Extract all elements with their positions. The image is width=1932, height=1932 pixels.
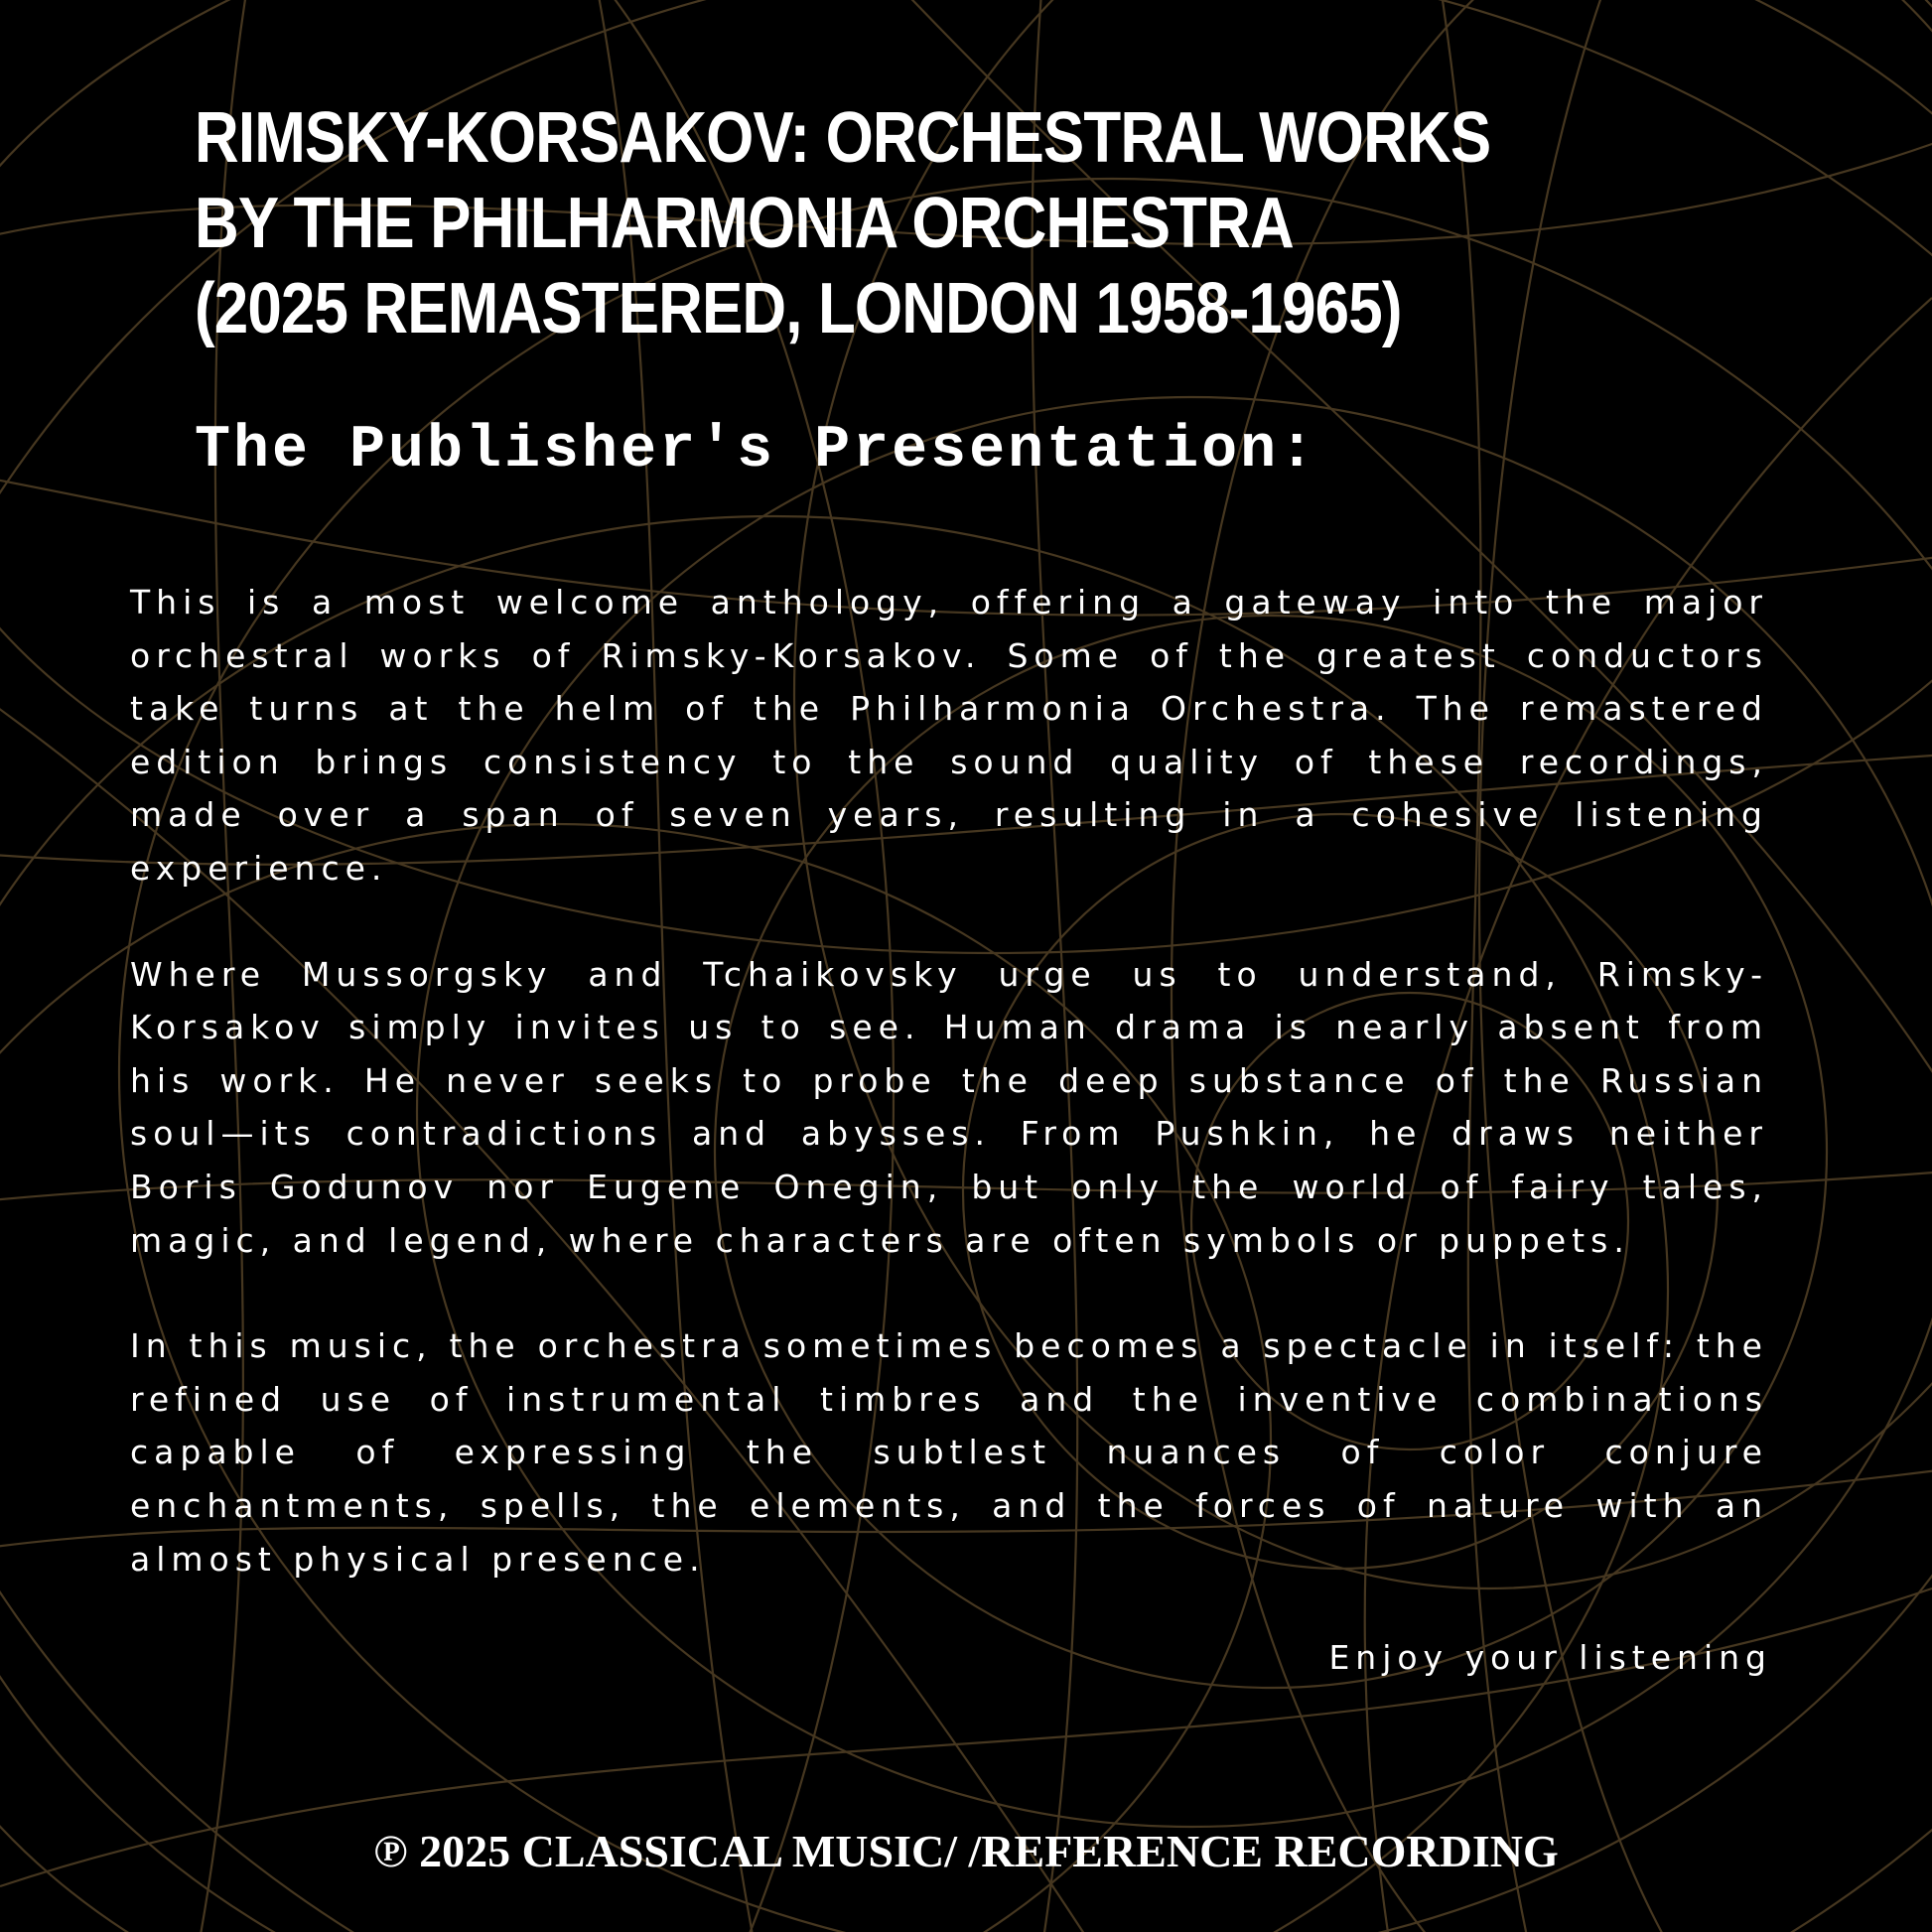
album-title-line-3: (2025 REMASTERED, LONDON 1958-1965) (195, 269, 1402, 348)
section-heading: The Publisher's Presentation: (195, 417, 1318, 484)
album-title (195, 95, 1684, 351)
paragraph-1: This is a most welcome anthology, offering a gateway into the major orchestral works of Rimsky-Korsakov. Some of the greatest conductors take turns at the helm of the Philharmonia Orchestra. The remastered edition brings consistency to the sound quality of these recordings, made over a span of seven years, resulting in a cohesive listening experience. (130, 583, 1768, 888)
album-title-line-2: BY THE PHILHARMONIA ORCHESTRA (195, 184, 1294, 263)
paragraph-2: Where Mussorgsky and Tchaikovsky urge us to understand, Rimsky-Korsakov simply invites us to see. Human drama is nearly absent from his work. He never seeks to probe the deep substance of the Russian soul—its contradictions and abysses. From Pushkin, he draws neither Boris Godunov nor Eugene Onegin, but only the world of fairy tales, magic, and legend, where characters are often symbols or puppets. (130, 954, 1768, 1260)
presentation-text (130, 576, 1768, 1638)
paragraph-3: In this music, the orchestra sometimes becomes a spectacle in itself: the refined use of instrumental timbres and the inventive combinations capable of expressing the subtlest nuances of color conjure enchantments, spells, the elements, and the forces of nature with an almost physical presence. (130, 1326, 1768, 1579)
copyright-footer: ℗ 2025 CLASSICAL MUSIC/ /REFERENCE RECORDING (373, 1826, 1559, 1876)
closing-line: Enjoy your listening (1328, 1638, 1772, 1677)
album-title-line-1: RIMSKY-KORSAKOV: ORCHESTRAL WORKS (195, 98, 1491, 178)
